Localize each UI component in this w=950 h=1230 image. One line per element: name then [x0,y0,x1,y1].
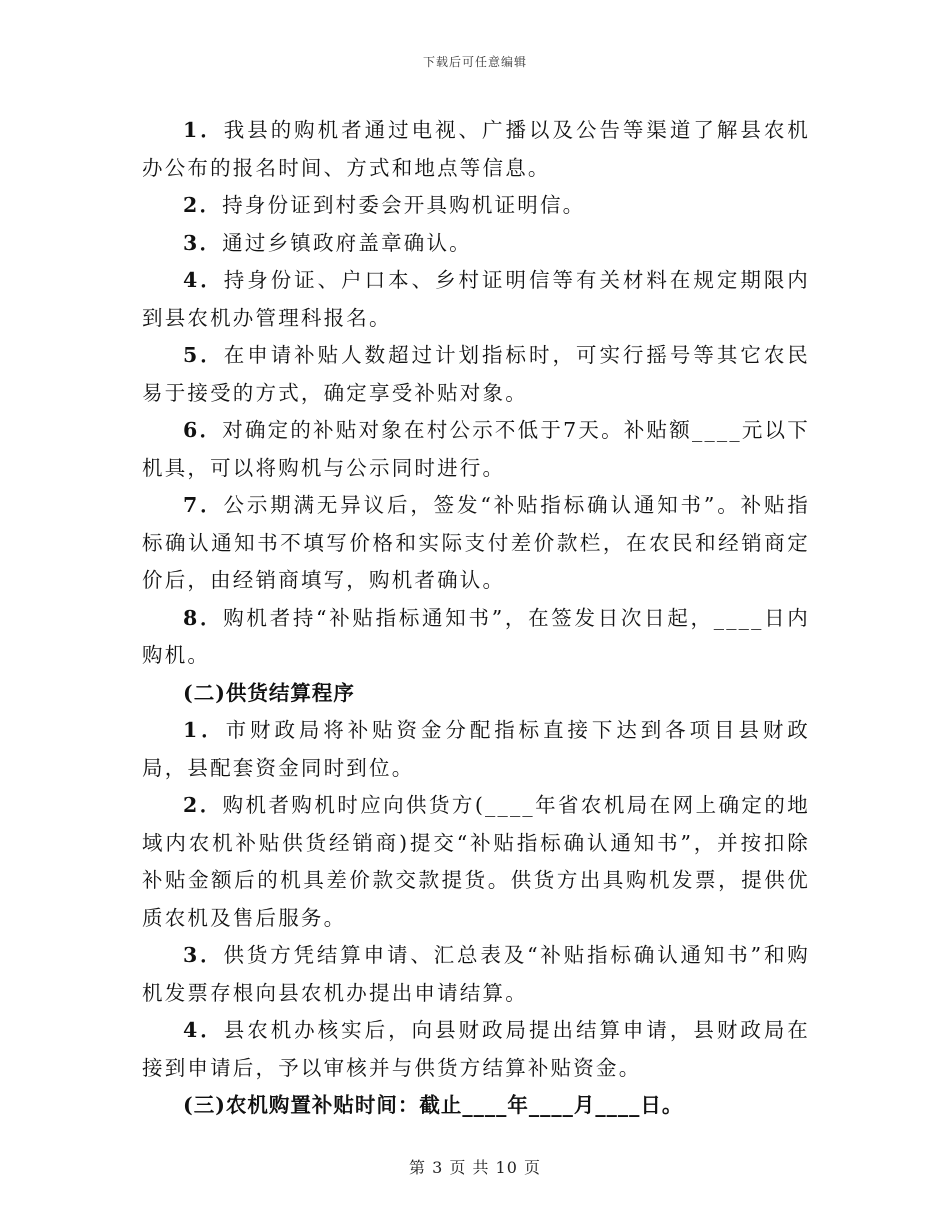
item-number: 4． [183,268,224,292]
section-heading: (二)供货结算程序 [183,680,355,705]
list-item [142,937,810,1012]
item-text: 县农机办核实后，向县财政局提出结算申请，县财政局在接到申请后，予以审核并与供货方结算补贴资金。 [142,1018,810,1080]
item-number: 8． [183,605,224,630]
item-number: 7． [183,493,224,517]
list-item [142,412,810,487]
list-item [142,487,810,600]
item-text: 购机者购机时应向供货方(____年省农机局在网上确定的地域内农机补贴供货经销商)提交“补贴指标确认通知书”，并按扣除补贴金额后的机具差价款交款提货。供货方出具购机发票，提供优质农机及售后服务。 [142,793,810,930]
item-number: 5． [183,343,224,367]
list-item [142,225,810,263]
item-number: 4． [183,1018,224,1042]
item-text: 持身份证、户口本、乡村证明信等有关材料在规定期限内到县农机办管理科报名。 [142,268,810,330]
list-item [142,787,810,937]
list-item [142,262,810,337]
list-item [142,187,810,225]
list-item [142,337,810,412]
list-item [142,712,810,787]
document-body [142,112,810,1125]
item-text: 我县的购机者通过电视、广播以及公告等渠道了解县农机办公布的报名时间、方式和地点等信息。 [142,118,810,180]
item-text: 持身份证到村委会开具购机证明信。 [222,193,586,217]
item-text: 通过乡镇政府盖章确认。 [222,230,472,255]
item-number: 2． [183,793,223,817]
item-number: 1． [183,118,224,142]
item-number: 2． [183,193,223,217]
list-item [142,600,810,675]
item-text: 在申请补贴人数超过计划指标时，可实行摇号等其它农民易于接受的方式，确定享受补贴对象。 [142,343,810,405]
item-text: 公示期满无异议后，签发“补贴指标确认通知书”。补贴指标确认通知书不填写价格和实际支付差价款栏，在农民和经销商定价后，由经销商填写，购机者确认。 [142,493,810,592]
page-footer: 第 3 页 共 10 页 [409,1158,541,1177]
item-text: 购机者持“补贴指标通知书”，在签发日次日起，____日内购机。 [142,605,810,667]
item-number: 1． [183,718,226,742]
list-item [142,112,810,187]
item-number: 3． [183,943,224,967]
item-number: 6． [183,418,223,442]
item-text: 对确定的补贴对象在村公示不低于7天。补贴额____元以下机具，可以将购机与公示同时进行。 [142,418,810,480]
item-number: 3． [183,230,223,255]
list-item [142,1012,810,1087]
page-header: 下载后可任意编辑 [422,55,527,69]
item-text: 市财政局将补贴资金分配指标直接下达到各项目县财政局，县配套资金同时到位。 [142,718,810,780]
section-heading: (三)农机购置补贴时间：截止____年____月____日。 [183,1093,684,1117]
item-text: 供货方凭结算申请、汇总表及“补贴指标确认通知书”和购机发票存根向县农机办提出申请结算。 [142,943,810,1005]
